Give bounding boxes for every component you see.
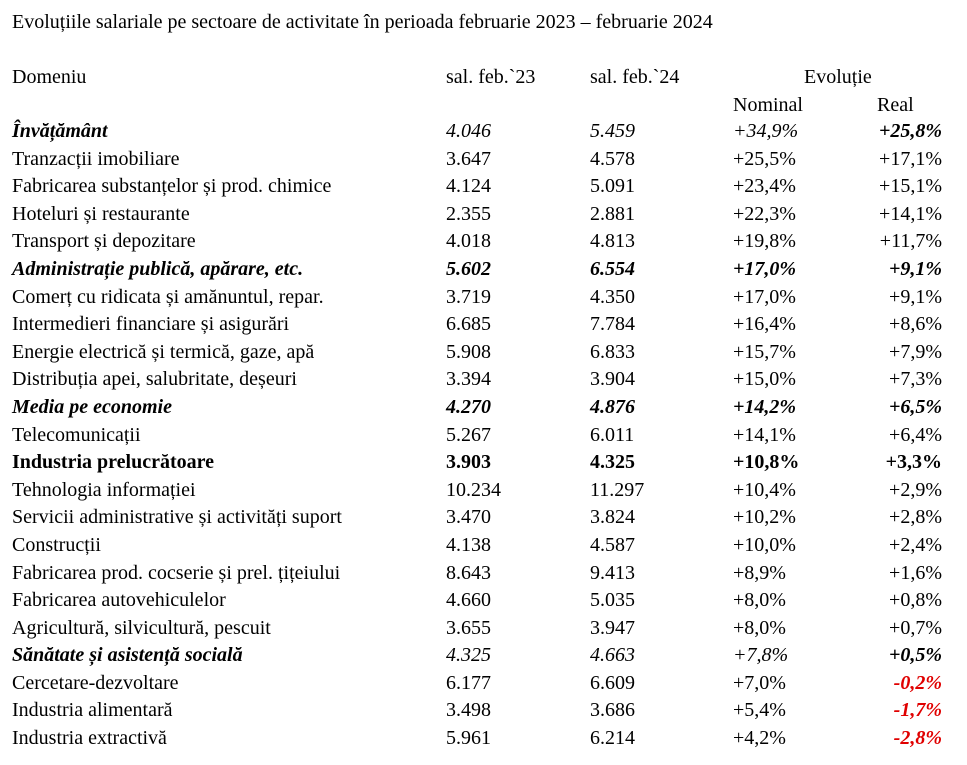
salary-feb-23: 3.655 [446, 616, 491, 639]
evolution-nominal: +25,5% [733, 147, 796, 170]
salary-feb-23: 5.267 [446, 423, 491, 446]
salary-feb-23: 3.903 [446, 451, 491, 474]
salary-feb-23: 4.270 [446, 395, 491, 418]
evolution-real: +1,6% [889, 561, 942, 584]
page-title: Evoluțiile salariale pe sectoare de activitate în perioada februarie 2023 – februarie 2024 [12, 11, 713, 33]
table-row [0, 173, 967, 201]
evolution-real: +0,5% [888, 644, 942, 667]
evolution-nominal: +16,4% [733, 313, 796, 336]
salary-feb-23: 4.660 [446, 589, 491, 612]
table-row [0, 697, 967, 725]
salary-feb-23: 3.647 [446, 147, 491, 170]
table-row [0, 449, 967, 477]
evolution-real: +2,9% [889, 478, 942, 501]
evolution-real: +9,1% [889, 285, 942, 308]
salary-feb-24: 3.686 [590, 699, 635, 722]
table-row [0, 366, 967, 394]
table-row [0, 228, 967, 256]
salary-feb-23: 6.177 [446, 671, 491, 694]
salary-feb-23: 10.234 [446, 478, 501, 501]
evolution-real: +7,9% [889, 340, 942, 363]
table-row [0, 642, 967, 670]
table-row [0, 670, 967, 698]
evolution-real: -1,7% [893, 699, 942, 722]
evolution-nominal: +17,0% [733, 285, 796, 308]
table-row [0, 284, 967, 312]
evolution-nominal: +8,9% [733, 561, 786, 584]
header-nominal: Nominal [733, 94, 803, 116]
header-sal-feb-23: sal. feb.`23 [446, 66, 536, 88]
evolution-real: +2,8% [889, 506, 942, 529]
sector-name: Industria alimentară [12, 699, 173, 722]
table-row [0, 394, 967, 422]
table-row [0, 615, 967, 643]
sector-name: Distribuția apei, salubritate, deșeuri [12, 368, 297, 391]
salary-feb-24: 6.609 [590, 671, 635, 694]
table-row [0, 560, 967, 588]
evolution-nominal: +10,8% [733, 451, 800, 474]
table-row [0, 201, 967, 229]
evolution-real: +8,6% [889, 313, 942, 336]
salary-feb-23: 4.046 [446, 120, 491, 142]
sector-name: Tehnologia informației [12, 478, 196, 501]
salary-feb-24: 5.035 [590, 589, 635, 612]
salary-feb-24: 4.876 [590, 395, 635, 418]
sector-name: Sănătate și asistență socială [12, 644, 243, 667]
salary-feb-24: 3.824 [590, 506, 635, 529]
table-row [0, 146, 967, 174]
sector-name: Media pe economie [12, 395, 172, 418]
salary-feb-23: 2.355 [446, 202, 491, 225]
evolution-nominal: +8,0% [733, 616, 786, 639]
evolution-nominal: +15,0% [733, 368, 796, 391]
header-evolution: Evoluție [804, 66, 872, 88]
salary-feb-24: 5.091 [590, 175, 635, 198]
salary-feb-23: 4.124 [446, 175, 491, 198]
evolution-real: +6,5% [888, 395, 942, 418]
salary-feb-23: 4.138 [446, 533, 491, 556]
salary-feb-23: 6.685 [446, 313, 491, 336]
evolution-nominal: +7,0% [733, 671, 786, 694]
salary-feb-23: 3.498 [446, 699, 491, 722]
salary-feb-23: 8.643 [446, 561, 491, 584]
evolution-nominal: +15,7% [733, 340, 796, 363]
sector-name: Învățământ [12, 120, 108, 142]
salary-feb-23: 3.719 [446, 285, 491, 308]
evolution-real: +7,3% [889, 368, 942, 391]
salary-feb-24: 4.578 [590, 147, 635, 170]
salary-feb-23: 4.325 [446, 644, 491, 667]
sector-name: Intermedieri financiare și asigurări [12, 313, 290, 336]
evolution-nominal: +10,4% [733, 478, 796, 501]
salary-feb-24: 7.784 [590, 313, 635, 336]
salary-feb-24: 5.459 [590, 120, 635, 142]
sector-name: Fabricarea substanțelor și prod. chimice [12, 175, 332, 198]
sector-name: Tranzacții imobiliare [12, 147, 180, 170]
evolution-real: -0,2% [893, 671, 942, 694]
table-row [0, 477, 967, 505]
evolution-real: +6,4% [889, 423, 942, 446]
salary-feb-23: 4.018 [446, 230, 491, 253]
evolution-nominal: +8,0% [733, 589, 786, 612]
salary-feb-24: 4.325 [590, 451, 635, 474]
sector-name: Telecomunicații [12, 423, 141, 446]
header-sal-feb-24: sal. feb.`24 [590, 66, 680, 88]
sector-name: Servicii administrative și activități suport [12, 506, 342, 529]
evolution-nominal: +14,1% [733, 423, 796, 446]
table-row [0, 532, 967, 560]
salary-feb-24: 6.554 [590, 257, 635, 280]
table-row [0, 339, 967, 367]
salary-feb-23: 3.394 [446, 368, 491, 391]
evolution-nominal: +34,9% [733, 120, 799, 142]
sector-name: Fabricarea prod. cocserie și prel. țițeiului [12, 561, 341, 584]
evolution-real: +17,1% [879, 147, 942, 170]
evolution-nominal: +19,8% [733, 230, 796, 253]
header-domain: Domeniu [12, 66, 87, 88]
evolution-nominal: +4,2% [733, 727, 786, 750]
table-row [0, 422, 967, 450]
evolution-real: +14,1% [879, 202, 942, 225]
evolution-real: +2,4% [889, 533, 942, 556]
salary-table-body [0, 118, 967, 753]
header-real: Real [877, 94, 914, 116]
sector-name: Agricultură, silvicultură, pescuit [12, 616, 271, 639]
evolution-nominal: +22,3% [733, 202, 796, 225]
sector-name: Industria extractivă [12, 727, 167, 750]
salary-feb-24: 9.413 [590, 561, 635, 584]
evolution-real: +25,8% [878, 120, 942, 142]
salary-feb-24: 3.947 [590, 616, 635, 639]
sector-name: Industria prelucrătoare [12, 451, 215, 474]
sector-name: Energie electrică și termică, gaze, apă [12, 340, 315, 363]
sector-name: Comerț cu ridicata și amănuntul, repar. [12, 285, 324, 308]
table-row [0, 256, 967, 284]
evolution-real: +9,1% [888, 257, 942, 280]
sector-name: Transport și depozitare [12, 230, 196, 253]
evolution-nominal: +5,4% [733, 699, 786, 722]
salary-feb-23: 5.908 [446, 340, 491, 363]
sector-name: Fabricarea autovehiculelor [12, 589, 226, 612]
table-row [0, 504, 967, 532]
salary-feb-24: 6.833 [590, 340, 635, 363]
evolution-nominal: +14,2% [733, 395, 797, 418]
salary-feb-24: 6.214 [590, 727, 635, 750]
evolution-nominal: +23,4% [733, 175, 796, 198]
evolution-nominal: +10,2% [733, 506, 796, 529]
salary-feb-24: 4.663 [590, 644, 635, 667]
evolution-nominal: +10,0% [733, 533, 796, 556]
evolution-real: +11,7% [879, 230, 942, 253]
salary-feb-24: 11.297 [590, 478, 645, 501]
salary-feb-24: 4.350 [590, 285, 635, 308]
sector-name: Cercetare-dezvoltare [12, 671, 179, 694]
salary-feb-24: 4.813 [590, 230, 635, 253]
salary-feb-24: 3.904 [590, 368, 635, 391]
salary-feb-24: 6.011 [590, 423, 635, 446]
evolution-real: +0,7% [889, 616, 942, 639]
evolution-real: +0,8% [889, 589, 942, 612]
salary-feb-23: 5.602 [446, 257, 491, 280]
table-row [0, 587, 967, 615]
table-row [0, 725, 967, 753]
evolution-real: +3,3% [885, 451, 942, 474]
evolution-real: -2,8% [893, 727, 942, 750]
sector-name: Hoteluri și restaurante [12, 202, 190, 225]
salary-feb-23: 3.470 [446, 506, 491, 529]
sector-name: Administrație publică, apărare, etc. [12, 257, 304, 280]
salary-feb-24: 2.881 [590, 202, 635, 225]
evolution-real: +15,1% [879, 175, 942, 198]
salary-feb-23: 5.961 [446, 727, 491, 750]
evolution-nominal: +17,0% [733, 257, 797, 280]
sector-name: Construcții [12, 533, 101, 556]
evolution-nominal: +7,8% [733, 644, 789, 667]
table-row [0, 118, 967, 146]
table-row [0, 311, 967, 339]
salary-feb-24: 4.587 [590, 533, 635, 556]
